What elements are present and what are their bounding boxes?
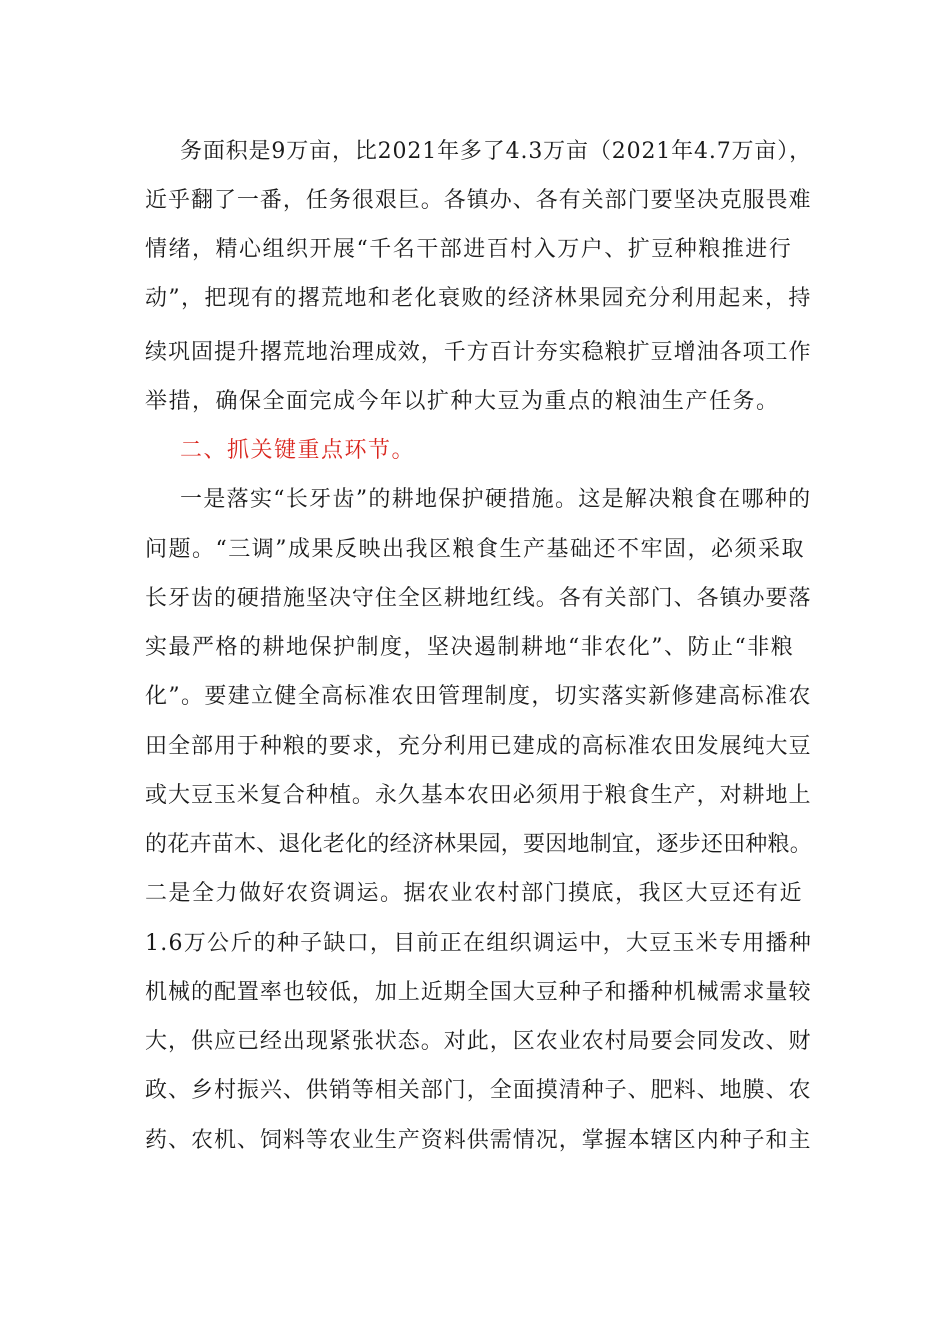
paragraph-line: 问题。“三调”成果反映出我区粮食生产基础还不牢固，必须采取: [145, 537, 805, 562]
paragraph-line: 务面积是9万亩，比2021年多了4.3万亩（2021年4.7万亩），: [180, 139, 812, 164]
paragraph-line: 1.6万公斤的种子缺口，目前正在组织调运中，大豆玉米专用播种: [145, 931, 812, 956]
paragraph-line: 药、农机、饲料等农业生产资料供需情况，掌握本辖区内种子和主: [145, 1128, 812, 1153]
paragraph-line: 一是落实“长牙齿”的耕地保护硬措施。这是解决粮食在哪种的: [180, 487, 812, 512]
paragraph-line: 的花卉苗木、退化老化的经济林果园，要因地制宜，逐步还田种粮。: [145, 832, 813, 857]
paragraph-line: 化”。要建立健全高标准农田管理制度，切实落实新修建高标准农: [145, 684, 812, 709]
paragraph-line: 举措，确保全面完成今年以扩种大豆为重点的粮油生产任务。: [145, 389, 780, 414]
section-heading: 二、抓关键重点环节。: [180, 438, 416, 463]
paragraph-line: 政、乡村振兴、供销等相关部门，全面摸清种子、肥料、地膜、农: [145, 1078, 812, 1103]
paragraph-line: 长牙齿的硬措施坚决守住全区耕地红线。各有关部门、各镇办要落: [145, 586, 812, 611]
paragraph-line: 或大豆玉米复合种植。永久基本农田必须用于粮食生产，对耕地上: [145, 783, 812, 808]
paragraph-line: 机械的配置率也较低，加上近期全国大豆种子和播种机械需求量较: [145, 980, 812, 1005]
paragraph-line: 近乎翻了一番，任务很艰巨。各镇办、各有关部门要坚决克服畏难: [145, 188, 812, 213]
paragraph-line: 实最严格的耕地保护制度，坚决遏制耕地“非农化”、防止“非粮: [145, 635, 795, 660]
paragraph-line: 情绪，精心组织开展“千名干部进百村入万户、扩豆种粮推进行: [145, 237, 793, 262]
paragraph-line: 二是全力做好农资调运。据农业农村部门摸底，我区大豆还有近: [145, 881, 804, 906]
paragraph-line: 大，供应已经出现紧张状态。对此，区农业农村局要会同发改、财: [145, 1029, 812, 1054]
paragraph-line: 续巩固提升撂荒地治理成效，千方百计夯实稳粮扩豆增油各项工作: [145, 340, 812, 365]
paragraph-line: 动”，把现有的撂荒地和老化衰败的经济林果园充分利用起来，持: [145, 286, 812, 311]
paragraph-line: 田全部用于种粮的要求，充分利用已建成的高标准农田发展纯大豆: [145, 734, 812, 759]
